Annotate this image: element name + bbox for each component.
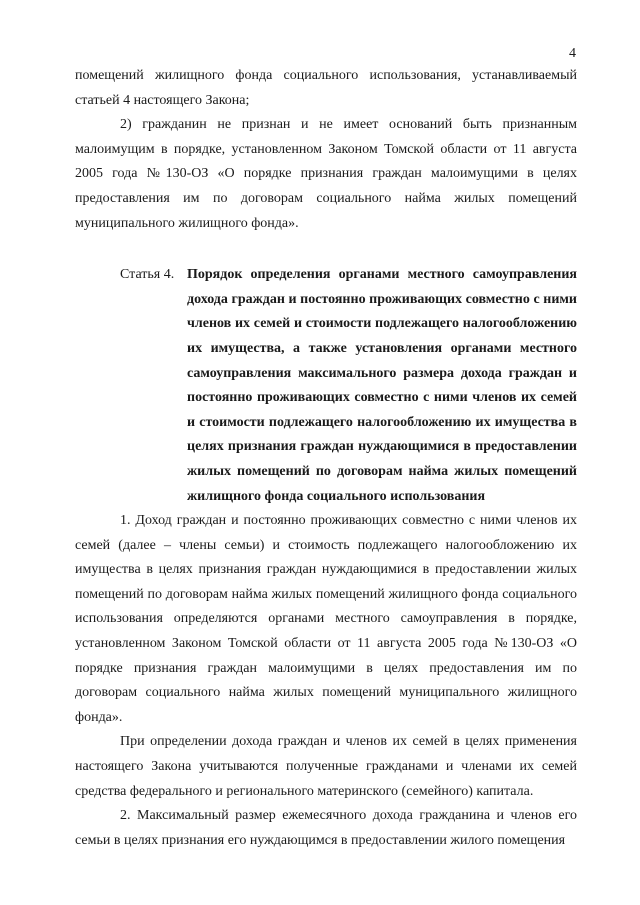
paragraph-clause-1: 1. Доход граждан и постоянно проживающих совместно с ними членов их семей (далее – члены семьи) и стоимость подлежащего налогообложению их имущества в целях признания граждан нуждающимися в предоставлении жилых помещений по договорам найма жилых помещений жилищного фонда социального использования определяются органами местного самоуправления в порядке, установленном Законом Томской области от 11 августа 2005 года №130-ОЗ «О порядке признания граждан малоимущими в целях предоставления им по договорам социального найма жилых помещений муниципального жилищного фонда». [75,513,577,725]
article-heading [75,263,577,509]
paragraph-item-2: 2) гражданин не признан и не имеет оснований быть признанным малоимущим в порядке, установленном Законом Томской области от 11 августа 2005 года №130-ОЗ «О порядке признания граждан малоимущими в целях предоставления им по договорам социального найма жилых помещений муниципального жилищного фонда». [75,117,577,231]
paragraph-clause-2: 2. Максимальный размер ежемесячного дохода гражданина и членов его семьи в целях признания его нуждающимся в предоставлении жилого помещения [75,808,577,848]
document-body [75,64,577,853]
page-number: 4 [569,46,576,61]
paragraph-continuation: помещений жилищного фонда социального использования, устанавливаемый статьей 4 настоящего Закона; [75,68,577,108]
article-label: Статья 4. [120,267,175,283]
article-title: Порядок определения органами местного самоуправления дохода граждан и постоянно проживающих совместно с ними членов их семей и стоимости подлежащего налогообложению их имущества, а также установления органами местного самоуправления максимального размера дохода граждан и постоянно проживающих совместно с ними членов их семей и стоимости подлежащего налогообложению их имущества в целях признания граждан нуждающимися в предоставлении жилых помещений по договорам найма жилых помещений жилищного фонда социального использования [187,267,577,504]
paragraph-clause-1-note: При определении дохода граждан и членов их семей в целях применения настоящего Закона учитываются полученные гражданами и членами их семей средства федерального и регионального материнского (семейного) капитала. [75,734,577,799]
